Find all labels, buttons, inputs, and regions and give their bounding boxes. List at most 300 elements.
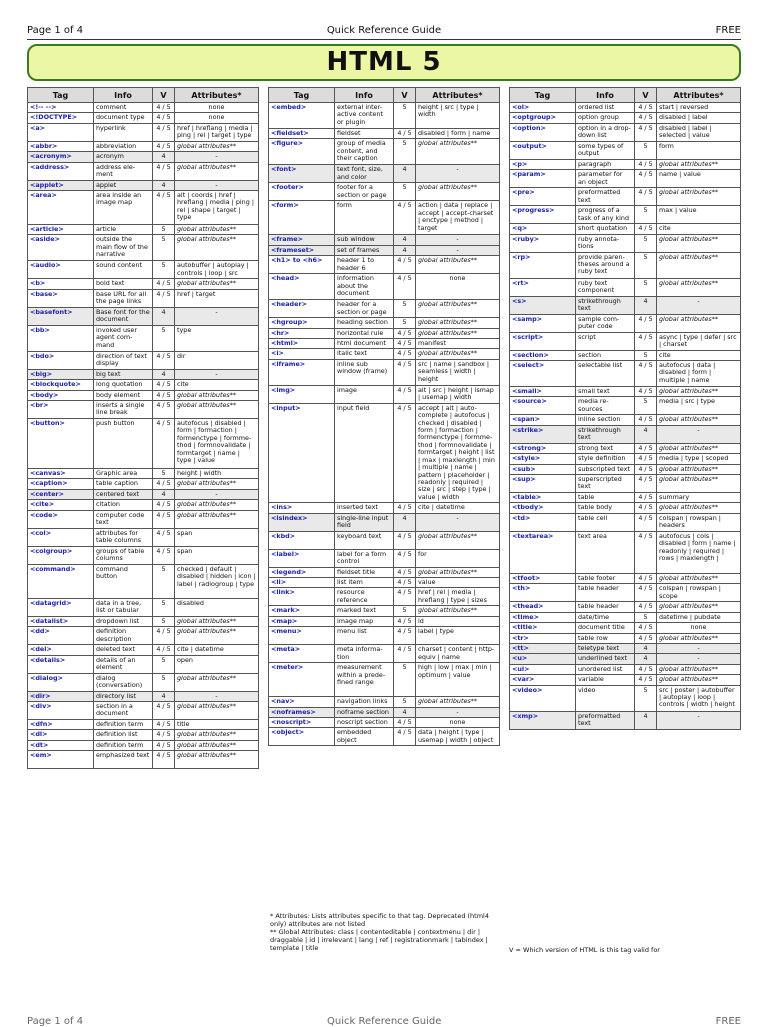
version-cell: 4 / 5: [394, 201, 416, 235]
info-cell: hyperlink: [94, 123, 153, 141]
info-cell: strong text: [576, 443, 635, 453]
table-row: [28, 546, 259, 564]
tag-cell: <mark>: [269, 606, 335, 616]
version-cell: 4 / 5: [153, 730, 175, 740]
attributes-cell: id: [416, 616, 500, 626]
tag-cell: <video>: [510, 685, 576, 711]
table-row: [510, 159, 741, 169]
table-header-row: [28, 88, 259, 103]
info-cell: information about the document: [335, 274, 394, 300]
table-row: [269, 531, 500, 549]
tag-cell: <dialog>: [28, 673, 94, 691]
version-cell: 4 / 5: [394, 339, 416, 349]
tag-cell: <cite>: [28, 500, 94, 510]
footer-title: Quick Reference Guide: [327, 1016, 442, 1027]
table-row: [28, 528, 259, 546]
tag-cell: <progress>: [510, 206, 576, 224]
version-cell: 4 / 5: [394, 645, 416, 663]
attributes-cell: global attributes**: [416, 318, 500, 328]
info-cell: body element: [94, 390, 153, 400]
table-row: [510, 475, 741, 493]
table-row: [28, 655, 259, 673]
info-cell: html document: [335, 339, 394, 349]
attributes-cell: src | name | sandbox | seamless | width | height: [416, 359, 500, 385]
table-row: [510, 387, 741, 397]
attributes-cell: cite | datetime: [175, 645, 259, 655]
tag-cell: <script>: [510, 332, 576, 350]
attributes-cell: max | value: [657, 206, 741, 224]
attributes-cell: summary: [657, 493, 741, 503]
tag-cell: <span>: [510, 415, 576, 425]
attributes-cell: href | rel | media | hreflang | type | sizes: [416, 588, 500, 606]
tag-cell: <menu>: [269, 627, 335, 645]
info-cell: inserted text: [335, 503, 394, 513]
version-cell: 5: [635, 278, 657, 296]
version-cell: 5: [635, 685, 657, 711]
info-cell: inline sub window (frame): [335, 359, 394, 385]
table-row: [28, 564, 259, 598]
version-cell: 4 / 5: [153, 113, 175, 123]
attributes-cell: global attributes**: [657, 234, 741, 252]
table-row: [28, 225, 259, 235]
attributes-cell: -: [657, 643, 741, 653]
attributes-cell: media | type | scoped: [657, 454, 741, 464]
table-row: [510, 113, 741, 123]
tag-cell: <dl>: [28, 730, 94, 740]
version-cell: 4 / 5: [635, 623, 657, 633]
info-cell: subscripted text: [576, 464, 635, 474]
info-cell: Graphic area: [94, 469, 153, 479]
table-row: [28, 419, 259, 469]
table-row: [28, 719, 259, 729]
tag-cell: <datalist>: [28, 616, 94, 626]
attributes-cell: media | src | type: [657, 397, 741, 415]
tag-cell: <dd>: [28, 627, 94, 645]
attributes-cell: global attributes**: [657, 159, 741, 169]
table-row: [28, 191, 259, 225]
info-cell: form: [335, 201, 394, 235]
info-cell: abbreviation: [94, 141, 153, 151]
version-cell: 4 / 5: [153, 627, 175, 645]
tag-cell: <figure>: [269, 139, 335, 165]
tag-cell: <!DOCTYPE>: [28, 113, 94, 123]
version-cell: 4 / 5: [153, 719, 175, 729]
info-cell: table row: [576, 633, 635, 643]
attributes-note: * Attributes: Lists attributes specific to that tag. Deprecated (html4 only) attributes are not listed: [270, 912, 489, 928]
info-cell: invoked user agent com-mand: [94, 325, 153, 351]
version-cell: 4 / 5: [635, 602, 657, 612]
version-cell: 4 / 5: [394, 359, 416, 385]
table-row: [269, 359, 500, 385]
table-row: [269, 300, 500, 318]
tag-cell: <caption>: [28, 479, 94, 489]
version-cell: 4 / 5: [153, 162, 175, 180]
table-row: [28, 180, 259, 190]
header-version: V: [394, 88, 416, 103]
tag-cell: <bdo>: [28, 351, 94, 369]
table-row: [269, 627, 500, 645]
table-row: [28, 369, 259, 379]
info-cell: input field: [335, 403, 394, 502]
version-cell: 4: [153, 152, 175, 162]
info-cell: ordered list: [576, 103, 635, 113]
table-row: [28, 701, 259, 719]
tag-cell: <var>: [510, 675, 576, 685]
table-row: [28, 645, 259, 655]
tag-cell: <canvas>: [28, 469, 94, 479]
version-cell: 4: [153, 369, 175, 379]
version-cell: 5: [153, 235, 175, 261]
tag-cell: <frame>: [269, 235, 335, 245]
table-row: [269, 139, 500, 165]
info-cell: script: [576, 332, 635, 350]
tag-cell: <isindex>: [269, 513, 335, 531]
version-cell: 4 / 5: [394, 385, 416, 403]
table-row: [510, 503, 741, 513]
attributes-cell: -: [657, 296, 741, 314]
info-cell: table caption: [94, 479, 153, 489]
table-row: [269, 385, 500, 403]
version-cell: 4 / 5: [153, 351, 175, 369]
attributes-cell: charset | content | http-equiv | name: [416, 645, 500, 663]
info-cell: dropdown list: [94, 616, 153, 626]
table-row: [269, 728, 500, 746]
version-cell: 4: [153, 307, 175, 325]
table-row: [28, 141, 259, 151]
attributes-cell: autobuffer | autoplay | controls | loop | src: [175, 261, 259, 279]
tag-cell: <fieldset>: [269, 129, 335, 139]
info-cell: noframe section: [335, 707, 394, 717]
info-cell: option group: [576, 113, 635, 123]
version-cell: 4 / 5: [153, 390, 175, 400]
table-row: [28, 307, 259, 325]
tag-cell: <footer>: [269, 183, 335, 201]
tag-table-1: [27, 87, 259, 769]
table-row: [269, 245, 500, 255]
attributes-cell: global attributes**: [175, 616, 259, 626]
attributes-cell: colspan | rowspan | scope: [657, 584, 741, 602]
table-row: [28, 616, 259, 626]
attributes-cell: title: [175, 719, 259, 729]
version-cell: 4 / 5: [153, 380, 175, 390]
version-cell: 5: [394, 697, 416, 707]
info-cell: command button: [94, 564, 153, 598]
version-cell: 4 / 5: [153, 419, 175, 469]
tag-cell: <dir>: [28, 691, 94, 701]
info-cell: embedded object: [335, 728, 394, 746]
version-cell: 4 / 5: [153, 279, 175, 289]
info-cell: directory list: [94, 691, 153, 701]
attributes-cell: global attributes**: [657, 464, 741, 474]
version-cell: 4 / 5: [394, 256, 416, 274]
info-cell: meta informa-tion: [335, 645, 394, 663]
table-row: [269, 274, 500, 300]
version-cell: 4 / 5: [635, 314, 657, 332]
info-cell: outside the main flow of the narrative: [94, 235, 153, 261]
info-cell: progress of a task of any kind: [576, 206, 635, 224]
header-rule: [27, 39, 741, 40]
tag-cell: <tr>: [510, 633, 576, 643]
table-row: [269, 235, 500, 245]
version-cell: 4 / 5: [394, 577, 416, 587]
version-cell: 4: [153, 489, 175, 499]
version-cell: 4 / 5: [394, 627, 416, 645]
tag-cell: <ins>: [269, 503, 335, 513]
table-row: [269, 707, 500, 717]
table-row: [28, 123, 259, 141]
info-cell: header for a section or page: [335, 300, 394, 318]
table-row: [28, 500, 259, 510]
version-cell: 4 / 5: [394, 567, 416, 577]
table-row: [510, 602, 741, 612]
info-cell: Base font for the document: [94, 307, 153, 325]
version-cell: 4 / 5: [635, 332, 657, 350]
info-cell: address ele-ment: [94, 162, 153, 180]
tag-cell: <li>: [269, 577, 335, 587]
tag-cell: <applet>: [28, 180, 94, 190]
version-cell: 4: [635, 711, 657, 729]
version-cell: 4 / 5: [394, 328, 416, 338]
info-cell: bold text: [94, 279, 153, 289]
table-row: [510, 296, 741, 314]
tag-cell: <textarea>: [510, 531, 576, 573]
table-row: [510, 443, 741, 453]
version-cell: 5: [153, 673, 175, 691]
version-cell: 4: [153, 691, 175, 701]
info-cell: keyboard text: [335, 531, 394, 549]
table-row: [510, 531, 741, 573]
table-row: [269, 403, 500, 502]
tag-cell: <bb>: [28, 325, 94, 351]
tag-cell: <param>: [510, 170, 576, 188]
info-cell: document type: [94, 113, 153, 123]
attributes-cell: global attributes**: [175, 225, 259, 235]
tag-cell: <img>: [269, 385, 335, 403]
attributes-cell: height | src | type | width: [416, 103, 500, 129]
version-cell: 4: [635, 425, 657, 443]
attributes-cell: global attributes**: [657, 664, 741, 674]
table-row: [269, 616, 500, 626]
table-row: [28, 390, 259, 400]
attributes-cell: none: [657, 623, 741, 633]
attributes-cell: global attributes**: [657, 633, 741, 643]
info-cell: attributes for table columns: [94, 528, 153, 546]
tag-cell: <meter>: [269, 663, 335, 697]
attributes-cell: name | value: [657, 170, 741, 188]
version-cell: 4 / 5: [635, 531, 657, 573]
attributes-cell: global attributes**: [175, 279, 259, 289]
info-cell: video: [576, 685, 635, 711]
version-cell: 5: [635, 252, 657, 278]
info-cell: inline section: [576, 415, 635, 425]
table-row: [28, 113, 259, 123]
attributes-cell: span: [175, 546, 259, 564]
info-cell: variable: [576, 675, 635, 685]
attributes-cell: global attributes**: [416, 256, 500, 274]
tag-cell: <samp>: [510, 314, 576, 332]
table-row: [510, 234, 741, 252]
info-cell: menu list: [335, 627, 394, 645]
info-cell: table header: [576, 602, 635, 612]
tag-cell: <optgroup>: [510, 113, 576, 123]
page-header: [27, 24, 741, 38]
info-cell: short quotation: [576, 224, 635, 234]
info-cell: preformatted text: [576, 711, 635, 729]
table-row: [510, 332, 741, 350]
table-column-1: [27, 87, 258, 769]
attributes-cell: datetime | pubdate: [657, 612, 741, 622]
table-row: [510, 654, 741, 664]
table-row: [269, 256, 500, 274]
attributes-cell: global attributes**: [175, 701, 259, 719]
header-attributes: Attributes*: [657, 88, 741, 103]
info-cell: media re-sources: [576, 397, 635, 415]
info-cell: selectable list: [576, 361, 635, 387]
tag-cell: <xmp>: [510, 711, 576, 729]
version-cell: 4: [394, 245, 416, 255]
attributes-cell: autofocus | cols | disabled | form | name | readonly | required | rows | maxlength |: [657, 531, 741, 573]
version-cell: 5: [153, 598, 175, 616]
footer-page: Page 1 of 4: [27, 1016, 84, 1027]
tag-cell: <legend>: [269, 567, 335, 577]
attributes-cell: height | width: [175, 469, 259, 479]
version-cell: 4 / 5: [394, 717, 416, 727]
version-cell: 5: [394, 318, 416, 328]
attributes-cell: global attributes**: [175, 390, 259, 400]
table-row: [28, 261, 259, 279]
version-cell: 4 / 5: [153, 191, 175, 225]
info-cell: teletype text: [576, 643, 635, 653]
attributes-cell: global attributes**: [416, 300, 500, 318]
info-cell: text font, size, and color: [335, 165, 394, 183]
tag-cell: <em>: [28, 751, 94, 769]
attributes-cell: async | type | defer | src | charset: [657, 332, 741, 350]
info-cell: text area: [576, 531, 635, 573]
attributes-cell: global attributes**: [416, 697, 500, 707]
table-row: [269, 549, 500, 567]
tag-cell: <map>: [269, 616, 335, 626]
attributes-cell: open: [175, 655, 259, 673]
version-cell: 4 / 5: [394, 531, 416, 549]
header-info: Info: [576, 88, 635, 103]
tag-cell: <ul>: [510, 664, 576, 674]
attributes-cell: -: [657, 425, 741, 443]
attributes-cell: global attributes**: [657, 314, 741, 332]
attributes-cell: colspan | rowspan | headers: [657, 513, 741, 531]
version-cell: 4 / 5: [635, 675, 657, 685]
info-cell: definition list: [94, 730, 153, 740]
info-cell: definition term: [94, 719, 153, 729]
table-row: [28, 479, 259, 489]
tag-cell: <th>: [510, 584, 576, 602]
info-cell: table header: [576, 584, 635, 602]
tag-cell: <small>: [510, 387, 576, 397]
tag-cell: <time>: [510, 612, 576, 622]
info-cell: option in a drop-down list: [576, 123, 635, 141]
info-cell: single-line input field: [335, 513, 394, 531]
version-cell: 4 / 5: [635, 103, 657, 113]
tag-cell: <ol>: [510, 103, 576, 113]
tag-cell: <tbody>: [510, 503, 576, 513]
info-cell: label for a form control: [335, 549, 394, 567]
table-row: [269, 577, 500, 587]
tag-cell: <u>: [510, 654, 576, 664]
attributes-cell: global attributes**: [175, 235, 259, 261]
info-cell: table: [576, 493, 635, 503]
table-row: [510, 224, 741, 234]
version-cell: 4 / 5: [394, 503, 416, 513]
version-cell: 5: [153, 225, 175, 235]
table-row: [269, 697, 500, 707]
attributes-cell: global attributes**: [175, 730, 259, 740]
tag-cell: <aside>: [28, 235, 94, 261]
version-footnote: V = Which version of HTML is this tag valid for: [509, 946, 660, 954]
table-row: [510, 361, 741, 387]
info-cell: definition description: [94, 627, 153, 645]
attributes-cell: global attributes**: [657, 573, 741, 583]
info-cell: details of an element: [94, 655, 153, 673]
attributes-cell: value: [416, 577, 500, 587]
tag-cell: <del>: [28, 645, 94, 655]
tag-cell: <embed>: [269, 103, 335, 129]
info-cell: sub window: [335, 235, 394, 245]
version-cell: 4 / 5: [394, 403, 416, 502]
info-cell: big text: [94, 369, 153, 379]
tag-cell: <base>: [28, 289, 94, 307]
info-cell: external inter-active content or plugin: [335, 103, 394, 129]
tag-cell: <b>: [28, 279, 94, 289]
tag-cell: <dfn>: [28, 719, 94, 729]
attributes-cell: alt | coords | href | hreflang | media | ping | rel | shape | target | type: [175, 191, 259, 225]
header-price: FREE: [715, 25, 741, 36]
tag-cell: <details>: [28, 655, 94, 673]
tag-cell: <strike>: [510, 425, 576, 443]
version-cell: 5: [394, 103, 416, 129]
attributes-cell: action | data | replace | accept | accept-charset | enctype | method | target: [416, 201, 500, 235]
info-cell: groups of table columns: [94, 546, 153, 564]
tag-cell: <strong>: [510, 443, 576, 453]
tag-cell: <output>: [510, 141, 576, 159]
table-row: [28, 673, 259, 691]
version-cell: 4 / 5: [153, 401, 175, 419]
tag-cell: <iframe>: [269, 359, 335, 385]
version-cell: 4 / 5: [635, 454, 657, 464]
version-cell: 4 / 5: [153, 740, 175, 750]
version-cell: 4 / 5: [153, 701, 175, 719]
header-info: Info: [335, 88, 394, 103]
attributes-cell: autofocus | disabled | form | formaction | formenctype | formme-thod | formnovalidate | formtarget | name | type | value: [175, 419, 259, 469]
info-cell: style definition: [576, 454, 635, 464]
header-version: V: [153, 88, 175, 103]
attributes-cell: dir: [175, 351, 259, 369]
info-cell: section: [576, 350, 635, 360]
tag-cell: <head>: [269, 274, 335, 300]
table-row: [28, 691, 259, 701]
footer-price: FREE: [715, 1016, 741, 1027]
tag-cell: <option>: [510, 123, 576, 141]
table-row: [28, 235, 259, 261]
tag-cell: <col>: [28, 528, 94, 546]
table-row: [28, 401, 259, 419]
table-row: [510, 188, 741, 206]
tag-cell: <audio>: [28, 261, 94, 279]
info-cell: direction of text display: [94, 351, 153, 369]
info-cell: noscript section: [335, 717, 394, 727]
tag-cell: <q>: [510, 224, 576, 234]
info-cell: push button: [94, 419, 153, 469]
tag-cell: <td>: [510, 513, 576, 531]
version-cell: 4 / 5: [635, 513, 657, 531]
